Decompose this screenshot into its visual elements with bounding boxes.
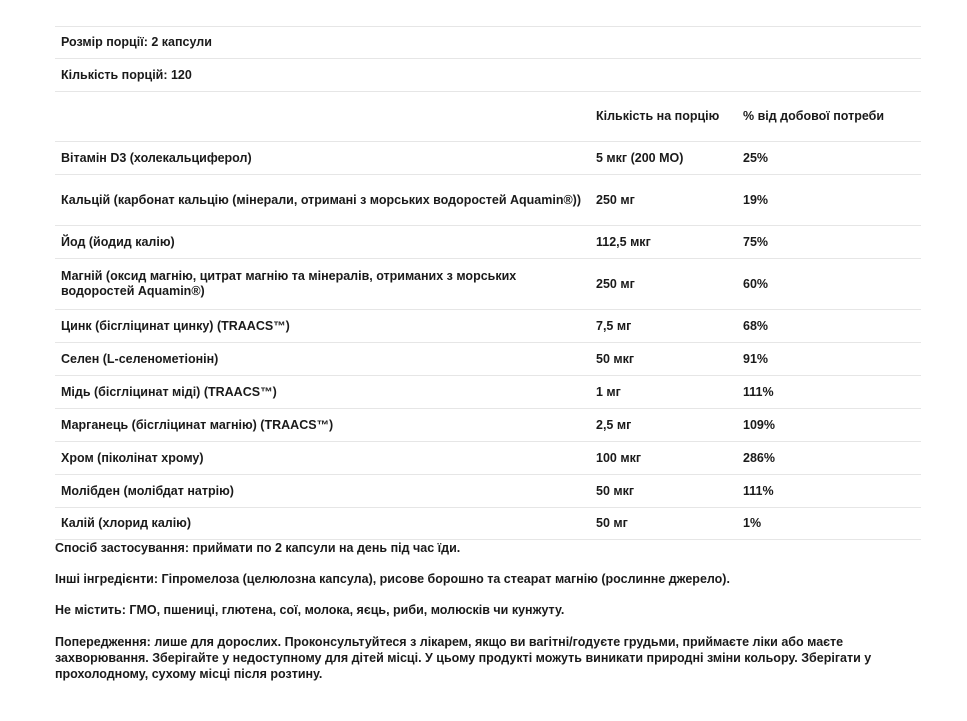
- nutrient-daily-value: 19%: [737, 175, 921, 226]
- nutrient-amount: 50 мкг: [590, 343, 737, 376]
- table-row: [55, 508, 921, 540]
- nutrient-daily-value: 1%: [737, 508, 921, 540]
- other-ingredients: Інші інгредієнти: Гіпромелоза (целюлозна капсула), рисове борошно та стеарат магнію (рослинне джерело).: [55, 572, 730, 586]
- nutrient-amount: 112,5 мкг: [590, 226, 737, 259]
- nutrient-name: Цинк (бісгліцинат цинку) (TRAACS™): [55, 310, 590, 343]
- serving-size-row: [55, 27, 921, 59]
- supplement-facts-table: [55, 26, 921, 540]
- nutrient-name: Кальцій (карбонат кальцію (мінерали, отримані з морських водоростей Aquamin®)): [55, 175, 590, 226]
- table-row: [55, 310, 921, 343]
- table-row: [55, 475, 921, 508]
- nutrient-name: Вітамін D3 (холекальциферол): [55, 142, 590, 175]
- nutrient-daily-value: 111%: [737, 475, 921, 508]
- servings-count-row: [55, 59, 921, 92]
- nutrient-name: Мідь (бісгліцинат міді) (TRAACS™): [55, 376, 590, 409]
- nutrient-amount: 1 мг: [590, 376, 737, 409]
- nutrient-name: Калій (хлорид калію): [55, 508, 590, 540]
- usage-instructions: Спосіб застосування: приймати по 2 капсули на день під час їди.: [55, 541, 461, 555]
- serving-size: Розмір порції: 2 капсули: [55, 27, 921, 59]
- header-nutrient: [55, 92, 590, 142]
- table-header-row: [55, 92, 921, 142]
- table-row: [55, 376, 921, 409]
- nutrient-amount: 7,5 мг: [590, 310, 737, 343]
- nutrient-name: Молібден (молібдат натрію): [55, 475, 590, 508]
- nutrient-daily-value: 60%: [737, 259, 921, 310]
- table-row: [55, 142, 921, 175]
- table-row: [55, 343, 921, 376]
- nutrient-name: Хром (піколінат хрому): [55, 442, 590, 475]
- nutrient-amount: 100 мкг: [590, 442, 737, 475]
- nutrient-amount: 5 мкг (200 МО): [590, 142, 737, 175]
- nutrient-amount: 50 мг: [590, 508, 737, 540]
- nutrient-amount: 250 мг: [590, 259, 737, 310]
- header-daily-value: % від добової потреби: [737, 92, 921, 142]
- nutrient-daily-value: 68%: [737, 310, 921, 343]
- table-row: [55, 175, 921, 226]
- nutrient-daily-value: 75%: [737, 226, 921, 259]
- nutrient-amount: 50 мкг: [590, 475, 737, 508]
- nutrient-name: Селен (L-селенометіонін): [55, 343, 590, 376]
- nutrient-daily-value: 286%: [737, 442, 921, 475]
- nutrient-name: Марганець (бісгліцинат магнію) (TRAACS™): [55, 409, 590, 442]
- nutrient-name: Йод (йодид калію): [55, 226, 590, 259]
- header-amount: Кількість на порцію: [590, 92, 737, 142]
- nutrient-daily-value: 91%: [737, 343, 921, 376]
- table-row: [55, 442, 921, 475]
- nutrient-daily-value: 111%: [737, 376, 921, 409]
- table-row: [55, 226, 921, 259]
- nutrient-amount: 2,5 мг: [590, 409, 737, 442]
- nutrient-daily-value: 109%: [737, 409, 921, 442]
- table-row: [55, 409, 921, 442]
- nutrient-amount: 250 мг: [590, 175, 737, 226]
- free-from-allergens: Не містить: ГМО, пшениці, глютена, сої, молока, яєць, риби, молюсків чи кунжуту.: [55, 603, 565, 617]
- nutrient-daily-value: 25%: [737, 142, 921, 175]
- table-row: [55, 259, 921, 310]
- warnings: Попередження: лише для дорослих. Проконсультуйтеся з лікарем, якщо ви вагітні/годуєте грудьми, приймаєте ліки або маєте захворювання. Зберігайте у недоступному для дітей місці. У цьому продукті можуть виникати природні зміни кольору. Зберігати у прохолодному, сухому місці після розтину.: [55, 635, 872, 681]
- nutrient-name: Магній (оксид магнію, цитрат магнію та мінералів, отриманих з морських водоростей Aquamin®): [55, 259, 590, 310]
- servings-count: Кількість порцій: 120: [55, 59, 921, 92]
